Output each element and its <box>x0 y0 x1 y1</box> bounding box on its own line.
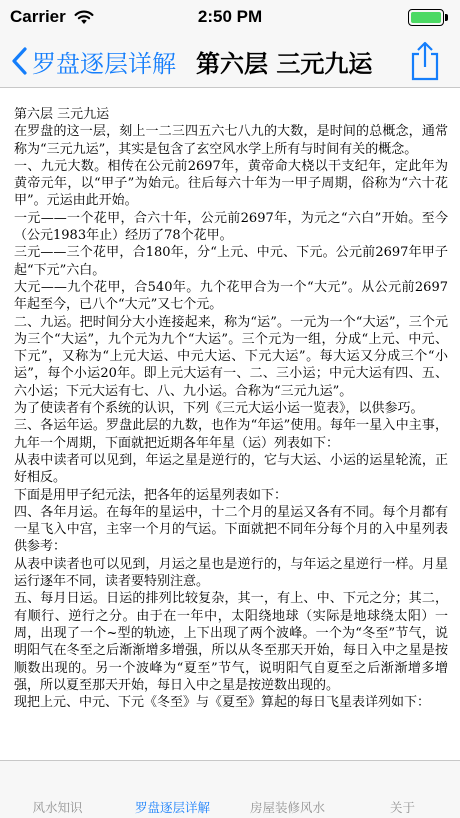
share-icon <box>408 40 442 82</box>
article-paragraph: 从表中读者也可以见到，月运之星也是逆行的，与年运之星逆行一样。月星运行逐年不同，读者要特别注意。 <box>14 556 448 590</box>
article-paragraph: 二、九运。把时间分大小连接起来，称为“运”。一元为一个“大运”，三个元为三个“大运”，九个元为九个“大运”。三个元为一组，分成“上元、中元、下元”，又称为“上元大运、中元大运、下元大运”。每大运又分成三个“小运”，每个小运20年。即上元大运有一、二、三小运；中元大运有四、五、六小运；下元大运有七、八、九小运。合称为“三元九运”。 <box>14 314 448 399</box>
article-paragraph: 三元——三个花甲，合180年，分“上元、中元、下元。公元前2697年甲子起“下元”六白。 <box>14 245 448 278</box>
tab-house-decoration[interactable]: 房屋装修风水 <box>249 800 325 815</box>
article-paragraph: 四、各年月运。在每年的星运中，十二个月的星运又各有不同。每个月都有一星飞入中宫，主宰一个月的气运。下面就把不同年分每个月的入中星列表供参考： <box>14 504 448 555</box>
tab-bar <box>0 760 460 818</box>
tab-compass-layers[interactable]: 罗盘逐层详解 <box>134 800 210 815</box>
battery-level <box>411 12 441 23</box>
article-paragraph: 为了使读者有个系统的认识，下列《三元大运小运一览表》，以供参巧。 <box>14 401 424 417</box>
back-button-label: 罗盘逐层详解 <box>32 49 176 78</box>
share-button[interactable] <box>408 40 442 82</box>
back-button[interactable] <box>10 42 176 80</box>
page-title: 第六层 三元九运 <box>196 50 373 78</box>
article-heading: 第六层 三元九运 <box>14 107 110 122</box>
article-paragraph: 大元——九个花甲，合540年。九个花甲合为一个“大元”。从公元前2697年起至今，已八个“大元”又七个元。 <box>14 279 448 313</box>
status-time: 2:50 PM <box>197 7 263 26</box>
article-paragraph: 从表中读者可以见到，年运之星是逆行的，它与大运、小运的运星轮流，正好相反。 <box>14 452 448 486</box>
battery-icon <box>408 9 448 26</box>
tab-about[interactable]: 关于 <box>389 800 415 815</box>
article-paragraph: 三、各运年运。罗盘此层的九数，也作为“年运”使用。每年一星入中主事，九年一个周期，下面就把近期各年年星（运）列表如下： <box>14 418 448 451</box>
article-paragraph: 下面是用甲子纪元法，把各年的运星列表如下： <box>14 487 288 503</box>
battery-body <box>408 9 444 26</box>
status-bar <box>0 0 460 34</box>
article-paragraph: 五、每月日运。日运的排列比较复杂，其一，有上、中、下元之分；其二，有顺行、逆行之分。由于在一年中，太阳绕地球（实际是地球绕太阳）一周，出现了一个~型的轨迹，上下出现了两个波峰。一个为“冬至”节气，说明阳气在冬至之后渐渐增多增强，所以从冬至那天开始，每日入中之星是按顺数出现的。另一个波峰为“夏至”节气，说明阳气自夏至之后渐渐增多增强，所以夏至那天开始，每日入中之星是按逆数出现的。 <box>14 591 448 693</box>
chevron-left-icon <box>10 46 28 76</box>
article-paragraph: 一元——一个花甲，合六十年，公元前2697年，为元之“六白”开始。至今（公元1983年止）经历了78个花甲。 <box>14 210 448 244</box>
battery-cap <box>445 14 448 21</box>
article-paragraph: 一、九元大数。相传在公元前2697年，黄帝命大桡以干支纪年，定此年为黄帝元年，以“甲子”为始元。往后每六十年为一甲子周期，俗称为“六十花甲”。元运由此开始。 <box>14 158 448 209</box>
carrier-label: Carrier <box>10 7 66 26</box>
article-paragraph: 在罗盘的这一层，刻上一二三四五六七八九的大数，是时间的总概念，通常称为“三元九运”，其实是包含了玄空风水学上所有与时间有关的概念。 <box>14 124 448 157</box>
article-content[interactable] <box>14 106 448 756</box>
tab-fengshui-knowledge[interactable]: 风水知识 <box>32 800 83 815</box>
article-paragraph: 现把上元、中元、下元《冬至》与《夏至》算起的每日飞星表详列如下： <box>14 695 431 711</box>
navigation-bar <box>0 34 460 88</box>
